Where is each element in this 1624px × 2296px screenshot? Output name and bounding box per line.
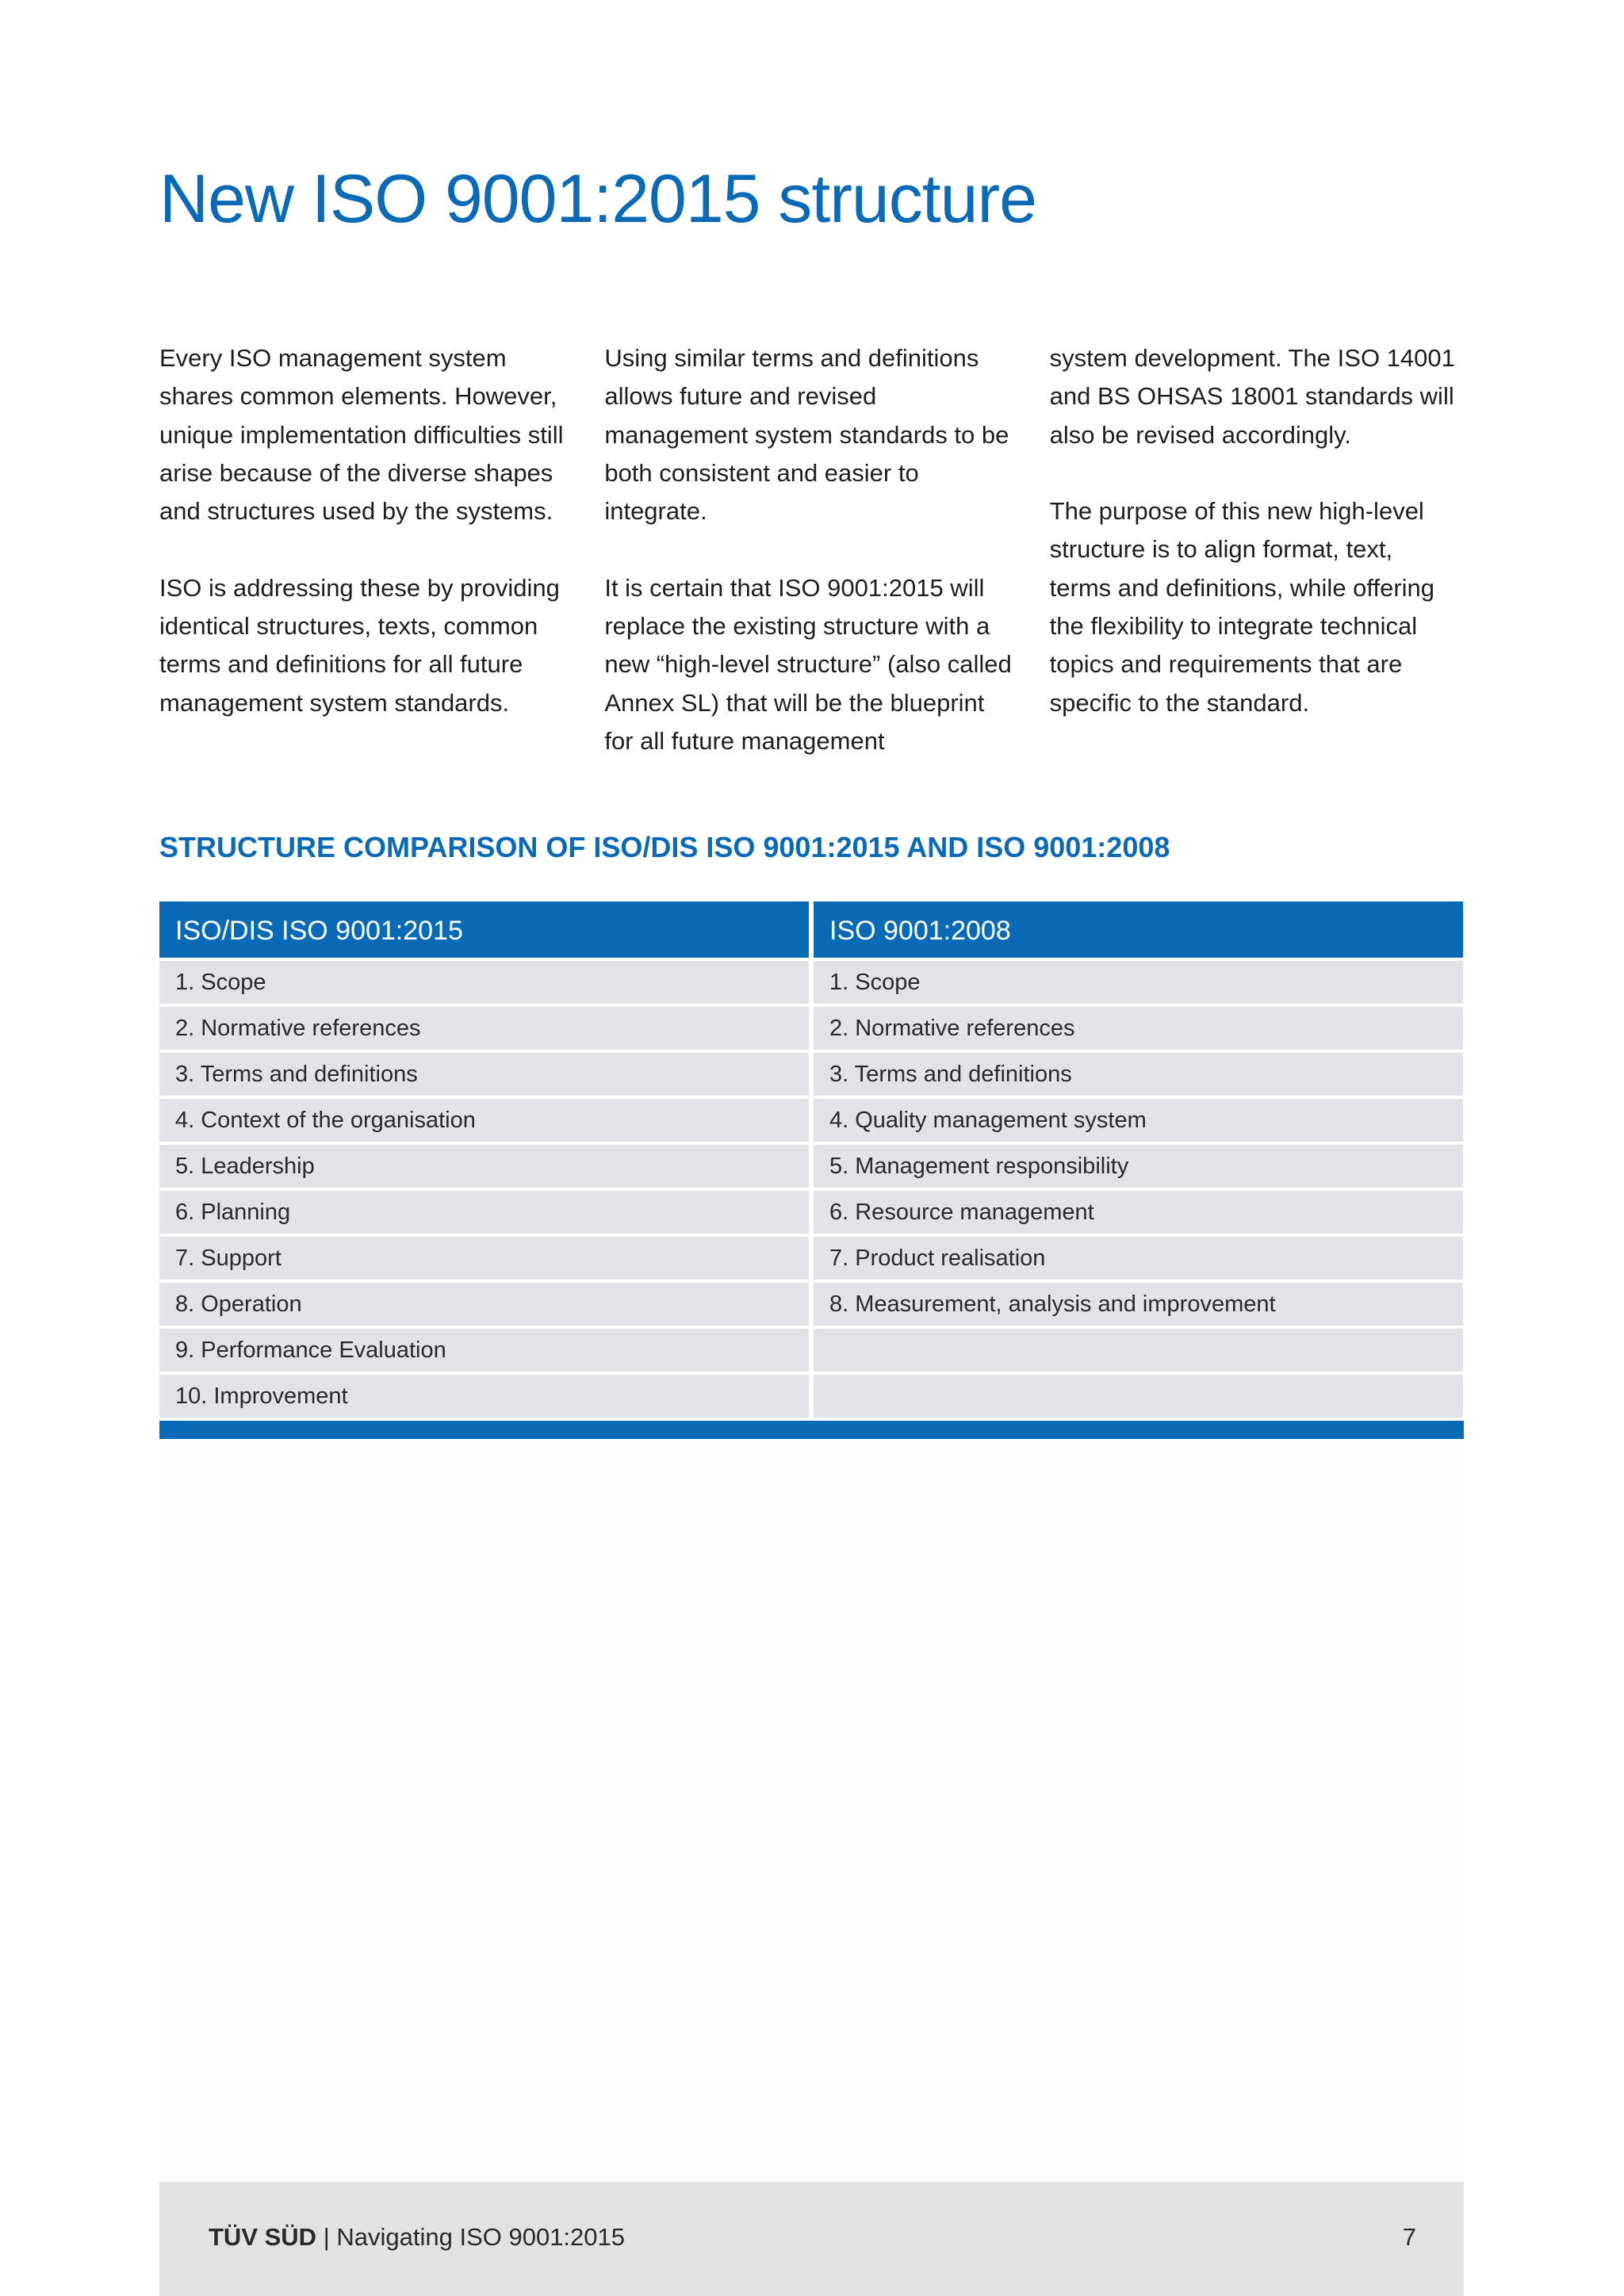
table-row bbox=[159, 1375, 1464, 1418]
table-row bbox=[159, 1329, 1464, 1372]
paragraph: Using similar terms and definitions allows future and revised management system standards to be both consistent and easier to integrate. bbox=[604, 344, 1009, 526]
table-cell: 2. Normative references bbox=[814, 1007, 1463, 1050]
table-cell: 8. Operation bbox=[159, 1283, 809, 1326]
table-cell: 1. Scope bbox=[159, 961, 809, 1004]
table-row bbox=[159, 1283, 1464, 1326]
table-cell: 2. Normative references bbox=[159, 1007, 809, 1050]
table-cell: 3. Terms and definitions bbox=[159, 1053, 809, 1096]
page-background-panel bbox=[159, 1439, 1464, 2176]
table-cell: 6. Planning bbox=[159, 1191, 809, 1234]
section-heading: STRUCTURE COMPARISON OF ISO/DIS ISO 9001:2015 AND ISO 9001:2008 bbox=[159, 831, 1170, 863]
paragraph: Every ISO management system shares common elements. However, unique implementation difficulties still arise because of the diverse shapes and structures used by the systems. bbox=[159, 344, 564, 526]
paragraph: system development. The ISO 14001 and BS OHSAS 18001 standards will also be revised accordingly. bbox=[1049, 344, 1455, 449]
table-cell: 4. Quality management system bbox=[814, 1099, 1463, 1142]
page-number: 7 bbox=[1402, 2223, 1416, 2251]
table-cell bbox=[814, 1329, 1463, 1372]
table-cell: 9. Performance Evaluation bbox=[159, 1329, 809, 1372]
table-cell: 1. Scope bbox=[814, 961, 1463, 1004]
table-row bbox=[159, 961, 1464, 1004]
table-cell: 4. Context of the organisation bbox=[159, 1099, 809, 1142]
page-footer bbox=[159, 2182, 1464, 2296]
table-cell: 7. Product realisation bbox=[814, 1237, 1463, 1280]
paragraph: ISO is addressing these by providing identical structures, texts, common terms and definitions for all future management system standards. bbox=[159, 573, 560, 717]
page-title: New ISO 9001:2015 structure bbox=[159, 161, 1036, 237]
table-header-cell: ISO/DIS ISO 9001:2015 bbox=[159, 901, 809, 958]
table-row bbox=[159, 1099, 1464, 1142]
table-cell: 5. Management responsibility bbox=[814, 1145, 1463, 1188]
footer-separator: | bbox=[316, 2223, 337, 2251]
table-cell: 3. Terms and definitions bbox=[814, 1053, 1463, 1096]
table-row bbox=[159, 1145, 1464, 1188]
table-header-row bbox=[159, 901, 1464, 958]
footer-text bbox=[209, 2221, 625, 2253]
table-footer-bar bbox=[159, 1421, 1464, 1440]
table-header-cell: ISO 9001:2008 bbox=[814, 901, 1463, 958]
paragraph: The purpose of this new high-level structure is to align format, text, terms and definitions, while offering the flexibility to integrate technical topics and requirements that are specific to the standard. bbox=[1049, 497, 1435, 717]
footer-brand: TÜV SÜD bbox=[209, 2223, 317, 2251]
intro-column-1 bbox=[159, 339, 569, 760]
footer-doc-title: Navigating ISO 9001:2015 bbox=[336, 2223, 626, 2251]
comparison-table bbox=[159, 901, 1464, 1440]
table-cell: 7. Support bbox=[159, 1237, 809, 1280]
intro-column-2 bbox=[604, 339, 1014, 760]
table-row bbox=[159, 1007, 1464, 1050]
table-cell: 5. Leadership bbox=[159, 1145, 809, 1188]
table-row bbox=[159, 1053, 1464, 1096]
table-row bbox=[159, 1191, 1464, 1234]
intro-text bbox=[159, 339, 1460, 760]
table-cell bbox=[814, 1375, 1463, 1418]
intro-column-3 bbox=[1050, 339, 1460, 760]
table-row bbox=[159, 1237, 1464, 1280]
table-cell: 8. Measurement, analysis and improvement bbox=[814, 1283, 1463, 1326]
table-cell: 10. Improvement bbox=[159, 1375, 809, 1418]
paragraph: It is certain that ISO 9001:2015 will replace the existing structure with a new “high-level structure” (also called Annex SL) that will be the blueprint for all future management bbox=[604, 573, 1012, 755]
table-cell: 6. Resource management bbox=[814, 1191, 1463, 1234]
